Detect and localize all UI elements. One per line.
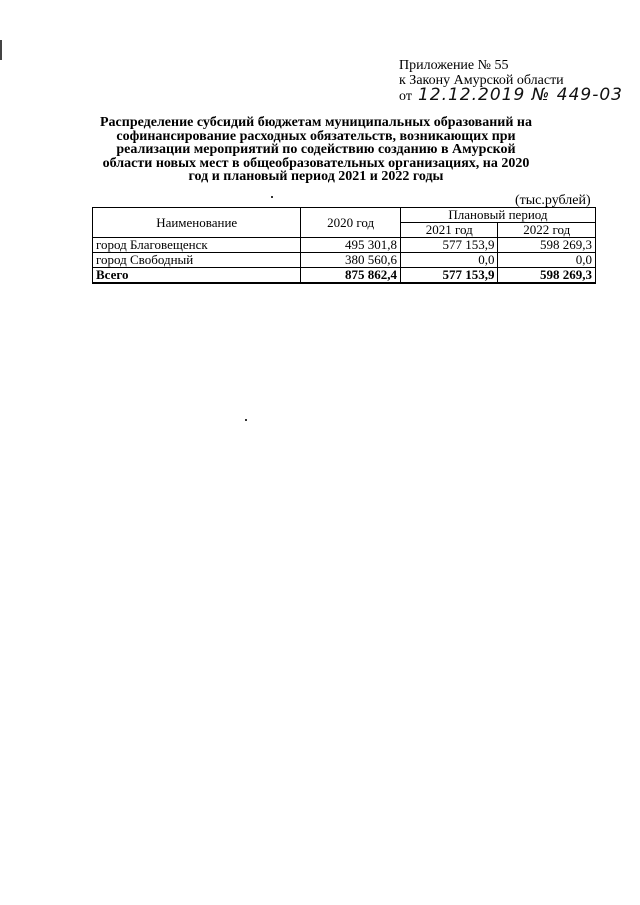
row-value-2020: 495 301,8 [301,238,401,253]
row-name: город Свободный [93,253,301,268]
row-name: город Благовещенск [93,238,301,253]
appendix-law-reference: к Закону Амурской области [399,73,564,88]
row-value-2022: 598 269,3 [498,238,596,253]
scan-speck [271,196,273,198]
appendix-date-line [399,85,623,105]
row-value-2021: 0,0 [400,253,498,268]
subsidy-table [92,207,596,284]
row-value-2022: 0,0 [498,253,596,268]
header-planned-period: Плановый период [400,208,595,223]
total-value-2021: 577 153,9 [400,268,498,284]
scan-speck [245,419,247,421]
appendix-block [399,58,623,104]
total-name: Всего [93,268,301,284]
table-header-row [93,208,596,223]
header-2022: 2022 год [498,223,596,238]
table-row [93,253,596,268]
page-edge-mark [0,40,2,60]
total-value-2022: 598 269,3 [498,268,596,284]
appendix-date-prefix: от [399,89,412,104]
document-title: Распределение субсидий бюджетам муниципальных образований на софинансирование расходных обязательств, возникающих при реализации мероприятий по содействию созданию в Амурской области новых мест в общеобразовательных организациях, на 2020 год и плановый период 2021 и 2022 годы [100,115,532,184]
header-name: Наименование [93,208,301,238]
handwritten-date-number: 12.12.2019 № 449-03 [417,85,623,105]
table-row [93,238,596,253]
appendix-number: Приложение № 55 [399,58,509,73]
header-2020: 2020 год [301,208,401,238]
header-2021: 2021 год [400,223,498,238]
unit-label: (тыс.рублей) [515,193,591,208]
table-total-row [93,268,596,284]
row-value-2020: 380 560,6 [301,253,401,268]
row-value-2021: 577 153,9 [400,238,498,253]
total-value-2020: 875 862,4 [301,268,401,284]
